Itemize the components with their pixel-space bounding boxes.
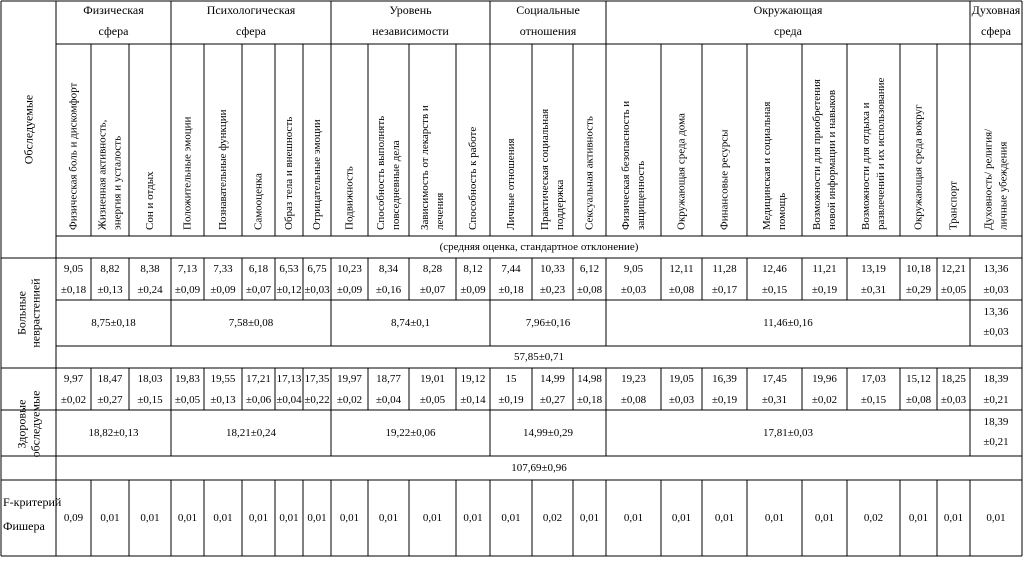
cell-mean: 14,99 [540, 373, 565, 385]
cell-sd: ±0,14 [460, 394, 486, 406]
spirit-total: 18,39 [983, 416, 1009, 428]
group-header-3: Социальные [516, 3, 580, 17]
cell-sd: ±0,13 [210, 394, 236, 406]
spirit-total: 13,36 [983, 306, 1009, 318]
column-header-9: Способность выполнять [375, 115, 387, 230]
corner-label: Обследуемые [21, 94, 36, 165]
column-header-15: Физическая безопасность и [620, 100, 632, 230]
cell-sd: ±0,08 [620, 394, 647, 406]
cell-sd: ±0,15 [860, 394, 887, 406]
sphere-total: 19,22±0,06 [385, 427, 436, 439]
cell-sd: ±0,03 [940, 394, 967, 406]
column-header-1: Жизненная активность, [96, 119, 109, 230]
cell-sd: ±0,09 [460, 284, 486, 296]
cell-mean: 13,36 [983, 263, 1009, 275]
cell-mean: 18,03 [137, 373, 163, 385]
cell-sd: ±0,17 [711, 284, 738, 296]
column-header-15: защищенность [635, 160, 647, 230]
group-header-2: Уровень [389, 3, 432, 17]
cell-mean: 13,19 [861, 263, 886, 275]
cell-mean: 8,28 [422, 263, 443, 275]
f-value: 0,01 [213, 512, 233, 524]
units-note: (средняя оценка, стандартное отклонение) [439, 241, 639, 253]
cell-sd: ±0,08 [576, 284, 603, 296]
cell-mean: 11,21 [812, 263, 837, 275]
cell-mean: 8,38 [140, 263, 160, 275]
cell-mean: 6,53 [279, 263, 299, 275]
cell-sd: ±0,07 [245, 284, 272, 296]
column-header-18: Медицинская и социальная [761, 101, 773, 230]
column-header-6: Образ тела и внешность [283, 116, 295, 230]
cell-sd: ±0,09 [210, 284, 236, 296]
group-header-0: сфера [98, 24, 129, 38]
cell-sd: ±0,13 [97, 284, 123, 296]
cell-sd: ±0,04 [276, 394, 302, 406]
group-header-3: отношения [519, 24, 577, 38]
row-label-1: Здоровые [14, 399, 29, 449]
f-criterion-label: Фишера [3, 519, 45, 533]
cell-mean: 18,47 [97, 373, 123, 385]
f-value: 0,01 [986, 512, 1006, 524]
group-header-4: Окружающая [753, 3, 823, 17]
cell-mean: 7,13 [177, 263, 198, 275]
cell-mean: 19,83 [175, 373, 200, 385]
column-header-0: Физическая боль и дискомфорт [67, 82, 80, 230]
column-header-13: Практическая социальная [539, 108, 551, 230]
cell-sd: ±0,05 [940, 284, 967, 296]
sphere-total: 14,99±0,29 [522, 427, 574, 439]
cell-mean: 12,11 [669, 263, 694, 275]
row-label-0: Больные [14, 290, 29, 336]
cell-mean: 19,23 [621, 373, 646, 385]
cell-sd: ±0,07 [419, 284, 446, 296]
group-header-0: Физическая [83, 3, 144, 17]
f-value: 0,01 [339, 512, 360, 524]
f-value: 0,01 [279, 512, 299, 524]
cell-sd: ±0,09 [336, 284, 363, 296]
cell-mean: 18,39 [983, 373, 1009, 385]
overall-total: 107,69±0,96 [511, 462, 567, 474]
cell-mean: 19,96 [812, 373, 837, 385]
f-value: 0,01 [943, 512, 964, 524]
cell-mean: 17,03 [861, 373, 886, 385]
cell-mean: 19,97 [337, 373, 362, 385]
column-header-23: Духовность/ религия/ [982, 128, 995, 230]
cell-sd: ±0,19 [498, 394, 524, 406]
f-value: 0,01 [714, 512, 735, 524]
cell-sd: ±0,18 [60, 284, 87, 296]
column-header-22: Транспорт [947, 180, 960, 230]
cell-mean: 6,75 [307, 263, 327, 275]
cell-sd: ±0,21 [983, 394, 1009, 406]
column-header-20: развлечений и их использование [875, 77, 887, 230]
cell-mean: 10,33 [540, 263, 565, 275]
cell-sd: ±0,18 [498, 284, 524, 296]
cell-sd: ±0,03 [668, 394, 695, 406]
column-header-16: Окружающая среда дома [675, 113, 688, 230]
f-value: 0,01 [908, 512, 929, 524]
column-header-10: Зависимость от лекарств и [419, 105, 431, 230]
column-header-14: Сексуальная активность [583, 116, 596, 230]
cell-mean: 19,05 [669, 373, 694, 385]
cell-mean: 11,28 [712, 263, 737, 275]
cell-mean: 17,21 [246, 373, 271, 385]
cell-mean: 18,25 [941, 373, 966, 385]
cell-sd: ±0,03 [304, 284, 330, 296]
cell-sd: ±0,05 [419, 394, 446, 406]
cell-sd: ±0,15 [137, 394, 163, 406]
cell-mean: 12,21 [941, 263, 966, 275]
overall-total: 57,85±0,71 [513, 351, 565, 363]
cell-mean: 19,12 [460, 373, 486, 385]
column-header-19: Возможности для приобретения [811, 79, 823, 230]
group-header-1: Психологическая [206, 3, 296, 17]
cell-mean: 17,45 [762, 373, 787, 385]
cell-mean: 7,33 [213, 263, 233, 275]
column-header-1: энергия и усталость [111, 135, 124, 230]
cell-mean: 10,23 [337, 263, 362, 275]
cell-sd: ±0,24 [137, 284, 163, 296]
column-header-4: Познавательные функции [217, 109, 229, 230]
cell-mean: 8,34 [378, 263, 399, 275]
cell-sd: ±0,08 [668, 284, 695, 296]
cell-mean: 17,35 [304, 373, 330, 385]
sphere-total: 18,21±0,24 [225, 427, 277, 439]
cell-sd: ±0,18 [576, 394, 603, 406]
f-value: 0,01 [623, 512, 644, 524]
cell-mean: 15,12 [906, 373, 931, 385]
f-value: 0,09 [63, 512, 84, 524]
column-header-13: поддержка [554, 179, 566, 230]
cell-sd: ±0,19 [711, 394, 738, 406]
f-value: 0,01 [814, 512, 835, 524]
f-value: 0,01 [501, 512, 521, 524]
cell-sd: ±0,12 [276, 284, 302, 296]
group-header-5: сфера [981, 24, 1011, 38]
column-header-9: повседневные дела [390, 140, 402, 230]
group-header-1: сфера [236, 24, 266, 38]
cell-sd: ±0,27 [539, 394, 566, 406]
f-value: 0,01 [378, 512, 399, 524]
column-header-11: Способность к работе [467, 126, 479, 230]
cell-sd: ±0,09 [174, 284, 201, 296]
cell-mean: 12,46 [762, 263, 787, 275]
f-value: 0,01 [140, 512, 160, 524]
f-value: 0,02 [863, 512, 884, 524]
f-value: 0,01 [579, 512, 600, 524]
cell-sd: ±0,03 [983, 284, 1009, 296]
cell-sd: ±0,04 [375, 394, 402, 406]
column-header-10: лечения [434, 192, 446, 230]
cell-sd: ±0,15 [761, 284, 788, 296]
column-header-5: Самооценка [252, 173, 265, 230]
f-value: 0,01 [422, 512, 443, 524]
cell-sd: ±0,27 [97, 394, 123, 406]
f-value: 0,01 [100, 512, 120, 524]
sphere-total: 8,74±0,1 [390, 317, 431, 329]
cell-mean: 17,13 [276, 373, 302, 385]
cell-mean: 7,44 [501, 263, 521, 275]
cell-mean: 9,05 [63, 263, 84, 275]
cell-sd: ±0,06 [245, 394, 272, 406]
row-label-0: неврастенией [28, 278, 43, 348]
column-header-23: личные убеждения [997, 141, 1010, 230]
spirit-total-sd: ±0,21 [983, 436, 1009, 448]
column-header-21: Окружающая среда вокруг [912, 104, 925, 230]
cell-mean: 10,18 [906, 263, 931, 275]
cell-sd: ±0,31 [761, 394, 788, 406]
column-header-18: помощь [776, 192, 788, 230]
cell-sd: ±0,08 [905, 394, 932, 406]
column-header-19: новой информации и навыков [826, 89, 838, 230]
column-header-12: Личные отношения [505, 138, 517, 230]
cell-mean: 6,12 [579, 263, 600, 275]
f-value: 0,02 [542, 512, 563, 524]
sphere-total: 18,82±0,13 [88, 427, 139, 439]
cell-sd: ±0,16 [375, 284, 402, 296]
cell-sd: ±0,02 [60, 394, 87, 406]
cell-sd: ±0,03 [620, 284, 647, 296]
cell-mean: 19,55 [210, 373, 236, 385]
column-header-17: Финансовые ресурсы [718, 129, 731, 230]
group-header-4: среда [774, 24, 802, 38]
sphere-total: 11,46±0,16 [763, 317, 813, 329]
cell-sd: ±0,29 [905, 284, 932, 296]
cell-mean: 8,82 [100, 263, 120, 275]
sphere-total: 7,58±0,08 [228, 317, 274, 329]
f-value: 0,01 [671, 512, 692, 524]
f-value: 0,01 [177, 512, 198, 524]
column-header-3: Положительные эмоции [181, 116, 194, 230]
f-value: 0,01 [307, 512, 327, 524]
sphere-total: 17,81±0,03 [762, 427, 814, 439]
cell-mean: 15 [505, 373, 517, 385]
cell-sd: ±0,22 [304, 394, 330, 406]
cell-sd: ±0,02 [336, 394, 363, 406]
column-header-20: Возможности для отдыха и [860, 102, 872, 230]
f-criterion-label: F-критерий [3, 495, 62, 509]
sphere-total: 8,75±0,18 [91, 317, 136, 329]
cell-mean: 16,39 [712, 373, 737, 385]
cell-mean: 6,18 [248, 263, 269, 275]
cell-sd: ±0,23 [539, 284, 566, 296]
cell-mean: 9,97 [63, 373, 84, 385]
column-header-2: Сон и отдых [144, 171, 156, 230]
group-header-5: Духовная [971, 3, 1021, 17]
cell-sd: ±0,31 [860, 284, 887, 296]
cell-sd: ±0,05 [174, 394, 201, 406]
cell-mean: 14,98 [577, 373, 602, 385]
column-header-7: Отрицательные эмоции [311, 119, 323, 230]
spirit-total-sd: ±0,03 [983, 326, 1009, 338]
cell-mean: 8,12 [463, 263, 483, 275]
cell-sd: ±0,02 [811, 394, 838, 406]
f-value: 0,01 [463, 512, 483, 524]
sphere-total: 7,96±0,16 [525, 317, 571, 329]
cell-mean: 9,05 [623, 263, 644, 275]
row-label-1: обследуемые [28, 390, 43, 458]
f-value: 0,01 [764, 512, 785, 524]
cell-mean: 19,01 [420, 373, 445, 385]
cell-mean: 18,77 [376, 373, 401, 385]
f-value: 0,01 [248, 512, 269, 524]
cell-sd: ±0,19 [811, 284, 838, 296]
group-header-2: независимости [372, 24, 449, 38]
column-header-8: Подвижность [343, 166, 356, 230]
